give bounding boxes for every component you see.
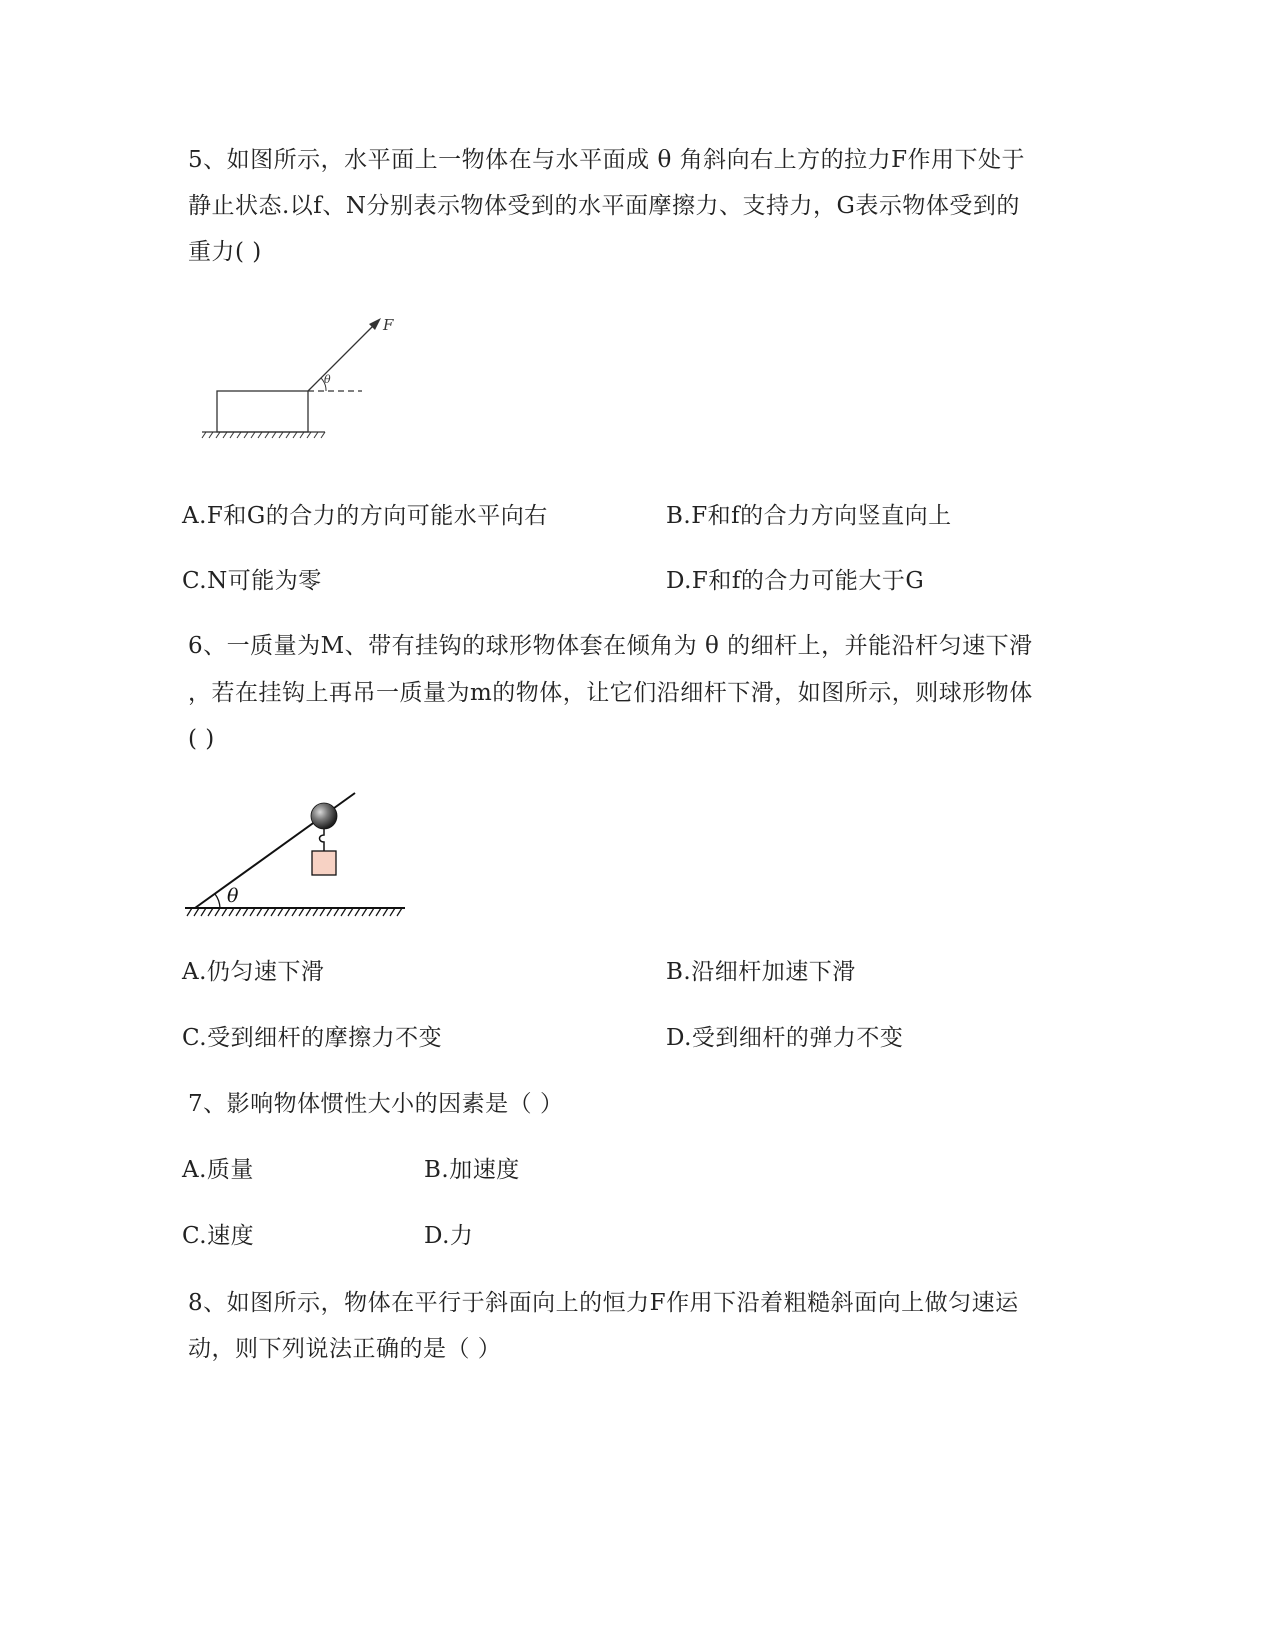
q6-hanging-block xyxy=(312,851,336,875)
q8-stem-line-2: 动，则下列说法正确的是（ ） xyxy=(188,1336,502,1362)
q6-angle-arc xyxy=(215,894,220,908)
q6-option-c: C.受到细杆的摩擦力不变 xyxy=(182,1025,443,1051)
q7-option-b: B.加速度 xyxy=(424,1157,520,1183)
q5-option-a: A.F和G的合力的方向可能水平向右 xyxy=(182,503,548,529)
q5-figure-block-diagram xyxy=(200,310,400,445)
q7-option-d: D.力 xyxy=(424,1223,474,1249)
q6-stem-line-1: 6、一质量为M、带有挂钩的球形物体套在倾角为 θ 的细杆上，并能沿杆匀速下滑 xyxy=(188,633,1033,659)
q5-option-d: D.F和f的合力可能大于G xyxy=(666,568,925,594)
q7-stem-line-1: 7、影响物体惯性大小的因素是（ ） xyxy=(188,1091,564,1117)
q5-force-arrow xyxy=(308,324,375,391)
q8-stem-line-1: 8、如图所示，物体在平行于斜面向上的恒力F作用下沿着粗糙斜面向上做匀速运 xyxy=(188,1290,1019,1316)
q5-stem-line-2: 静止状态.以f、N分别表示物体受到的水平面摩擦力、支持力，G表示物体受到的 xyxy=(188,193,1020,219)
q6-option-a: A.仍匀速下滑 xyxy=(182,959,325,985)
q6-figure-rod-diagram xyxy=(180,785,410,925)
q6-hook xyxy=(320,829,325,851)
q5-angle-label: θ xyxy=(324,373,331,386)
q7-option-a: A.质量 xyxy=(182,1157,254,1183)
q6-stem-line-3: ( ) xyxy=(188,726,215,752)
q5-block xyxy=(217,391,308,432)
q5-stem-line-1: 5、如图所示，水平面上一物体在与水平面成 θ 角斜向右上方的拉力F作用下处于 xyxy=(188,147,1026,173)
q5-option-b: B.F和f的合力方向竖直向上 xyxy=(666,503,952,529)
q5-stem-line-3: 重力( ) xyxy=(188,239,262,265)
q7-option-c: C.速度 xyxy=(182,1223,255,1249)
q5-ground-hatch xyxy=(202,432,325,438)
q6-stem-line-2: ，若在挂钩上再吊一质量为m的物体，让它们沿细杆下滑，如图所示，则球形物体 xyxy=(188,680,1033,706)
q6-option-b: B.沿细杆加速下滑 xyxy=(666,959,856,985)
q6-angle-label: θ xyxy=(227,885,239,907)
q5-option-c: C.N可能为零 xyxy=(182,568,322,594)
q6-ground-hatch xyxy=(187,908,402,916)
q6-ball xyxy=(311,803,337,829)
q5-force-label: F xyxy=(383,316,394,334)
q6-option-d: D.受到细杆的弹力不变 xyxy=(666,1025,904,1051)
